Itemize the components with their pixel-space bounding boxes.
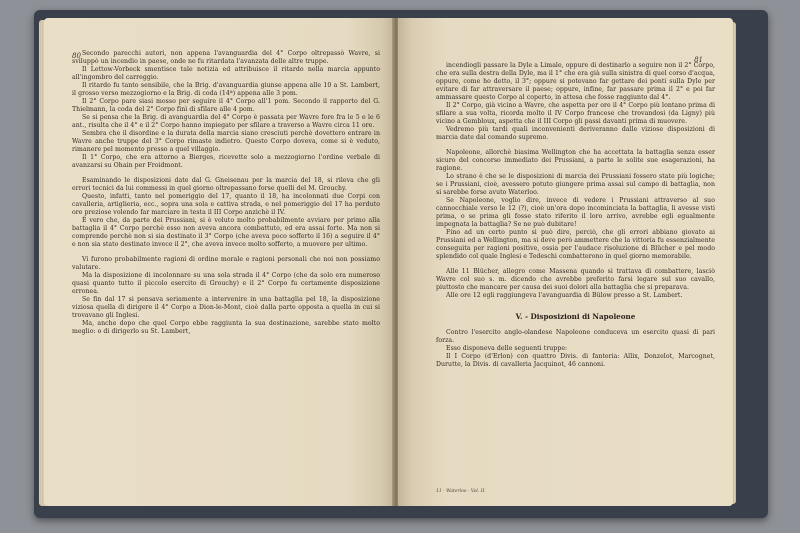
paragraph: Ma, anche dopo che quel Corpo ebbe raggiunta la sua destinazione, sarebbe stato molto meglio: o di dirigerlo su St. Lambert, [72,320,380,335]
paragraph: incendiogli passare la Dyle a Limale, oppure di destinarlo a seguire non il 2° Corpo, che era sulla destra della Dyle, ma il 1° che era già sulla sinistra di quel corso d'acqua, oppure, come ho detto, il 3°; oppure si potevano far gettare dei ponti sulla Dyle per evitare di far attraversare il paese; oppure, infine, far passare prima il 2° e poi far ammassare questo Corpo al coperto, in attesa che fosse raggiunto dal 4°. [436,62,715,101]
paragraph: Questo, infatti, tanto nel pomeriggio del 17, quanto il 18, ha incolonnati due Corpi con cavalleria, artiglieria, ecc., sopra una sola e cattiva strada, e nel pomeriggio del 17 ha perduto ore preziose volendo far marciare in testa il III Corpo anzichè il IV. [72,193,380,216]
paragraph: Vi furono probabilmente ragioni di ordine morale e ragioni personali che noi non possiamo valutare. [72,256,380,271]
paragraph: Se fin dal 17 si pensava seriamente a intervenire in una battaglia pel 18, la disposizione viziosa quella di dirigere il 4° Corpo a Dion-le-Mont, cioè dalla parte opposta a quella in cui si trovavano gli Inglesi. [72,296,380,319]
paragraph: È vero che, da parte dei Prussiani, si è voluto molto probabilmente avviare per primo alla battaglia il 4° Corpo perchè esso non aveva ancora combattuto, ed era assai forte. Ma non si comprende perchè non si sia destinato il 3° Corpo (che aveva poco sofferto il 16) a seguire il 4° e non sia stato destinato invece il 2°, che aveva invece molto sofferto, a muovere per ultimo. [72,217,380,248]
paragraph: Il I Corpo (d'Erlon) con quattro Divis. di fanteria: Allix, Donzelot, Marcognet, Durutte, la Divis. di cavalleria Jacquinot, 46 cannoni. [436,353,715,368]
left-page-text [72,50,380,336]
paragraph: Lo strano è che se le disposizioni di marcia dei Prussiani fossero state più logiche; se i Prussiani, cioè, avessero potuto giungere prima assai sul campo di battaglia, non si sarebbe forse avuto Waterloo. [436,173,715,196]
paragraph: Il ritardo fu tanto sensibile, che la Brig. d'avanguardia giunse appena alle 10 a St. Lambert, il grosso verso mezzogiorno e la Brig. di coda (14ª) appena alle 3 pom. [72,82,380,97]
paragraph: Fino ad un certo punto si può dire, perciò, che gli errori abbiano giovato ai Prussiani ed a Wellington, ma si deve però ammettere che la vittoria fu essenzialmente conseguita per ragioni positive, ossia per l'audace risoluzione di Blücher e pel modo splendido col quale Inglesi e Tedeschi combatterono in quel giorno memorabile. [436,229,715,260]
paragraph: Contro l'esercito anglo-olandese Napoleone conduceva un esercito quasi di pari forza. [436,329,715,344]
paragraph: Sembra che il disordine e la durata della marcia siano cresciuti perchè dovettero entrare in Wavre anche truppe del 3° Corpo rimaste indietro. Questo Corpo doveva, come si è veduto, rimanere pel momento presso a quel villaggio. [72,130,380,153]
paragraph: Esso disponeva delle seguenti truppe: [446,345,568,352]
paragraph: Vedremo più tardi quali inconvenienti deriveranno dalle viziose disposizioni di marcia date dal comando supremo. [436,126,715,141]
paragraph: Esaminando le disposizioni date dal G. Gneisenau per la marcia del 18, si rileva che gli errori tecnici da lui commessi in quel giorno oltrepassano forse quelli del M. Grouchy. [72,177,380,192]
paragraph: Il 2° Corpo, già vicino a Wavre, che aspetta per ore il 4° Corpo più lontano prima di sfilare a sua volta, ricorda molto il IV Corpo francese che trovandosi (da Ligny) più vicino a Gembloux, aspetta che il III Corpo gli passi davanti prima di muovere. [436,102,715,125]
right-page [398,18,733,506]
paragraph: Il 1° Corpo, che era attorno a Bierges, ricevette solo a mezzogiorno l'ordine verbale di avanzarsi su Ohain per Froidmont. [72,154,380,169]
left-page-number: 80 [72,52,81,60]
paragraph: Il 2° Corpo pare siasi mosso per seguire il 4° Corpo all'1 pom. Secondo il rapporto del G. Thielmann, la coda del 2° Corpo finì di sfilare alle 4 pom. [72,98,380,113]
left-page [44,18,396,506]
paragraph: Alle 11 Blücher, allegro come Massena quando si trattava di combattere, lasciò Wavre col suo s. m. dicendo che avrebbe preferito farsi legare sul suo cavallo, piuttosto che mancare per causa dei suoi dolori alla battaglia che si preparava. [436,268,715,291]
page-footer: 11 - Waterloo - Vol. II. [436,489,486,494]
paragraph: Ma la disposizione di incolonnare su una sola strada il 4° Corpo (che da solo era numeroso quasi quanto tutto il piccolo esercito di Grouchy) e il 2° Corpo fu certamente disposizione erronea. [72,272,380,295]
right-page-text [436,62,715,369]
right-page-text-bottom [436,329,715,369]
paragraph: Alle ore 12 egli raggiungeva l'avanguardia di Bülow presso a St. Lambert. [446,292,683,299]
right-page-number: 81 [694,56,703,64]
paragraph: Il Lettow-Vorbeck smentisce tale notizia ed attribuisce il ritardo nella marcia appunto all'ingombro del carreggio. [72,66,380,81]
paragraph: Se si pensa che la Brig. di avanguardia del 4° Corpo è passata per Wavre fore fra le 5 e le 6 ant., risulta che il 4° e il 2° Corpo hanno impiegato per sfilare a traverso a Wavre circa 11 ore. [72,114,380,129]
paragraph: Secondo parecchi autori, non appena l'avanguardia del 4° Corpo oltrepassò Wavre, si sviluppò un incendio in paese, onde ne fu ritardata l'avanzata delle altre truppe. [72,50,380,65]
right-page-text-top [436,62,715,300]
paragraph: Se Napoleone, voglio dire, invece di vedere i Prussiani attraverso al suo cannocchiale verso le 12 (?), cioè un'ora dopo incominciata la battaglia, li avesse visti prima, o se prima gli fosse stato riferito il loro arrivo, avrebbe egli egualmente impegnata la battaglia? Se ne può dubitare! [436,197,715,228]
paragraph: Napoleone, allorchè biasima Wellington che ha accettata la battaglia senza esser sicuro del concorso immediato dei Prussiani, a parte le solite sue esagerazioni, ha ragione. [436,149,715,172]
section-title: V. - Disposizioni di Napoleone [515,312,636,321]
